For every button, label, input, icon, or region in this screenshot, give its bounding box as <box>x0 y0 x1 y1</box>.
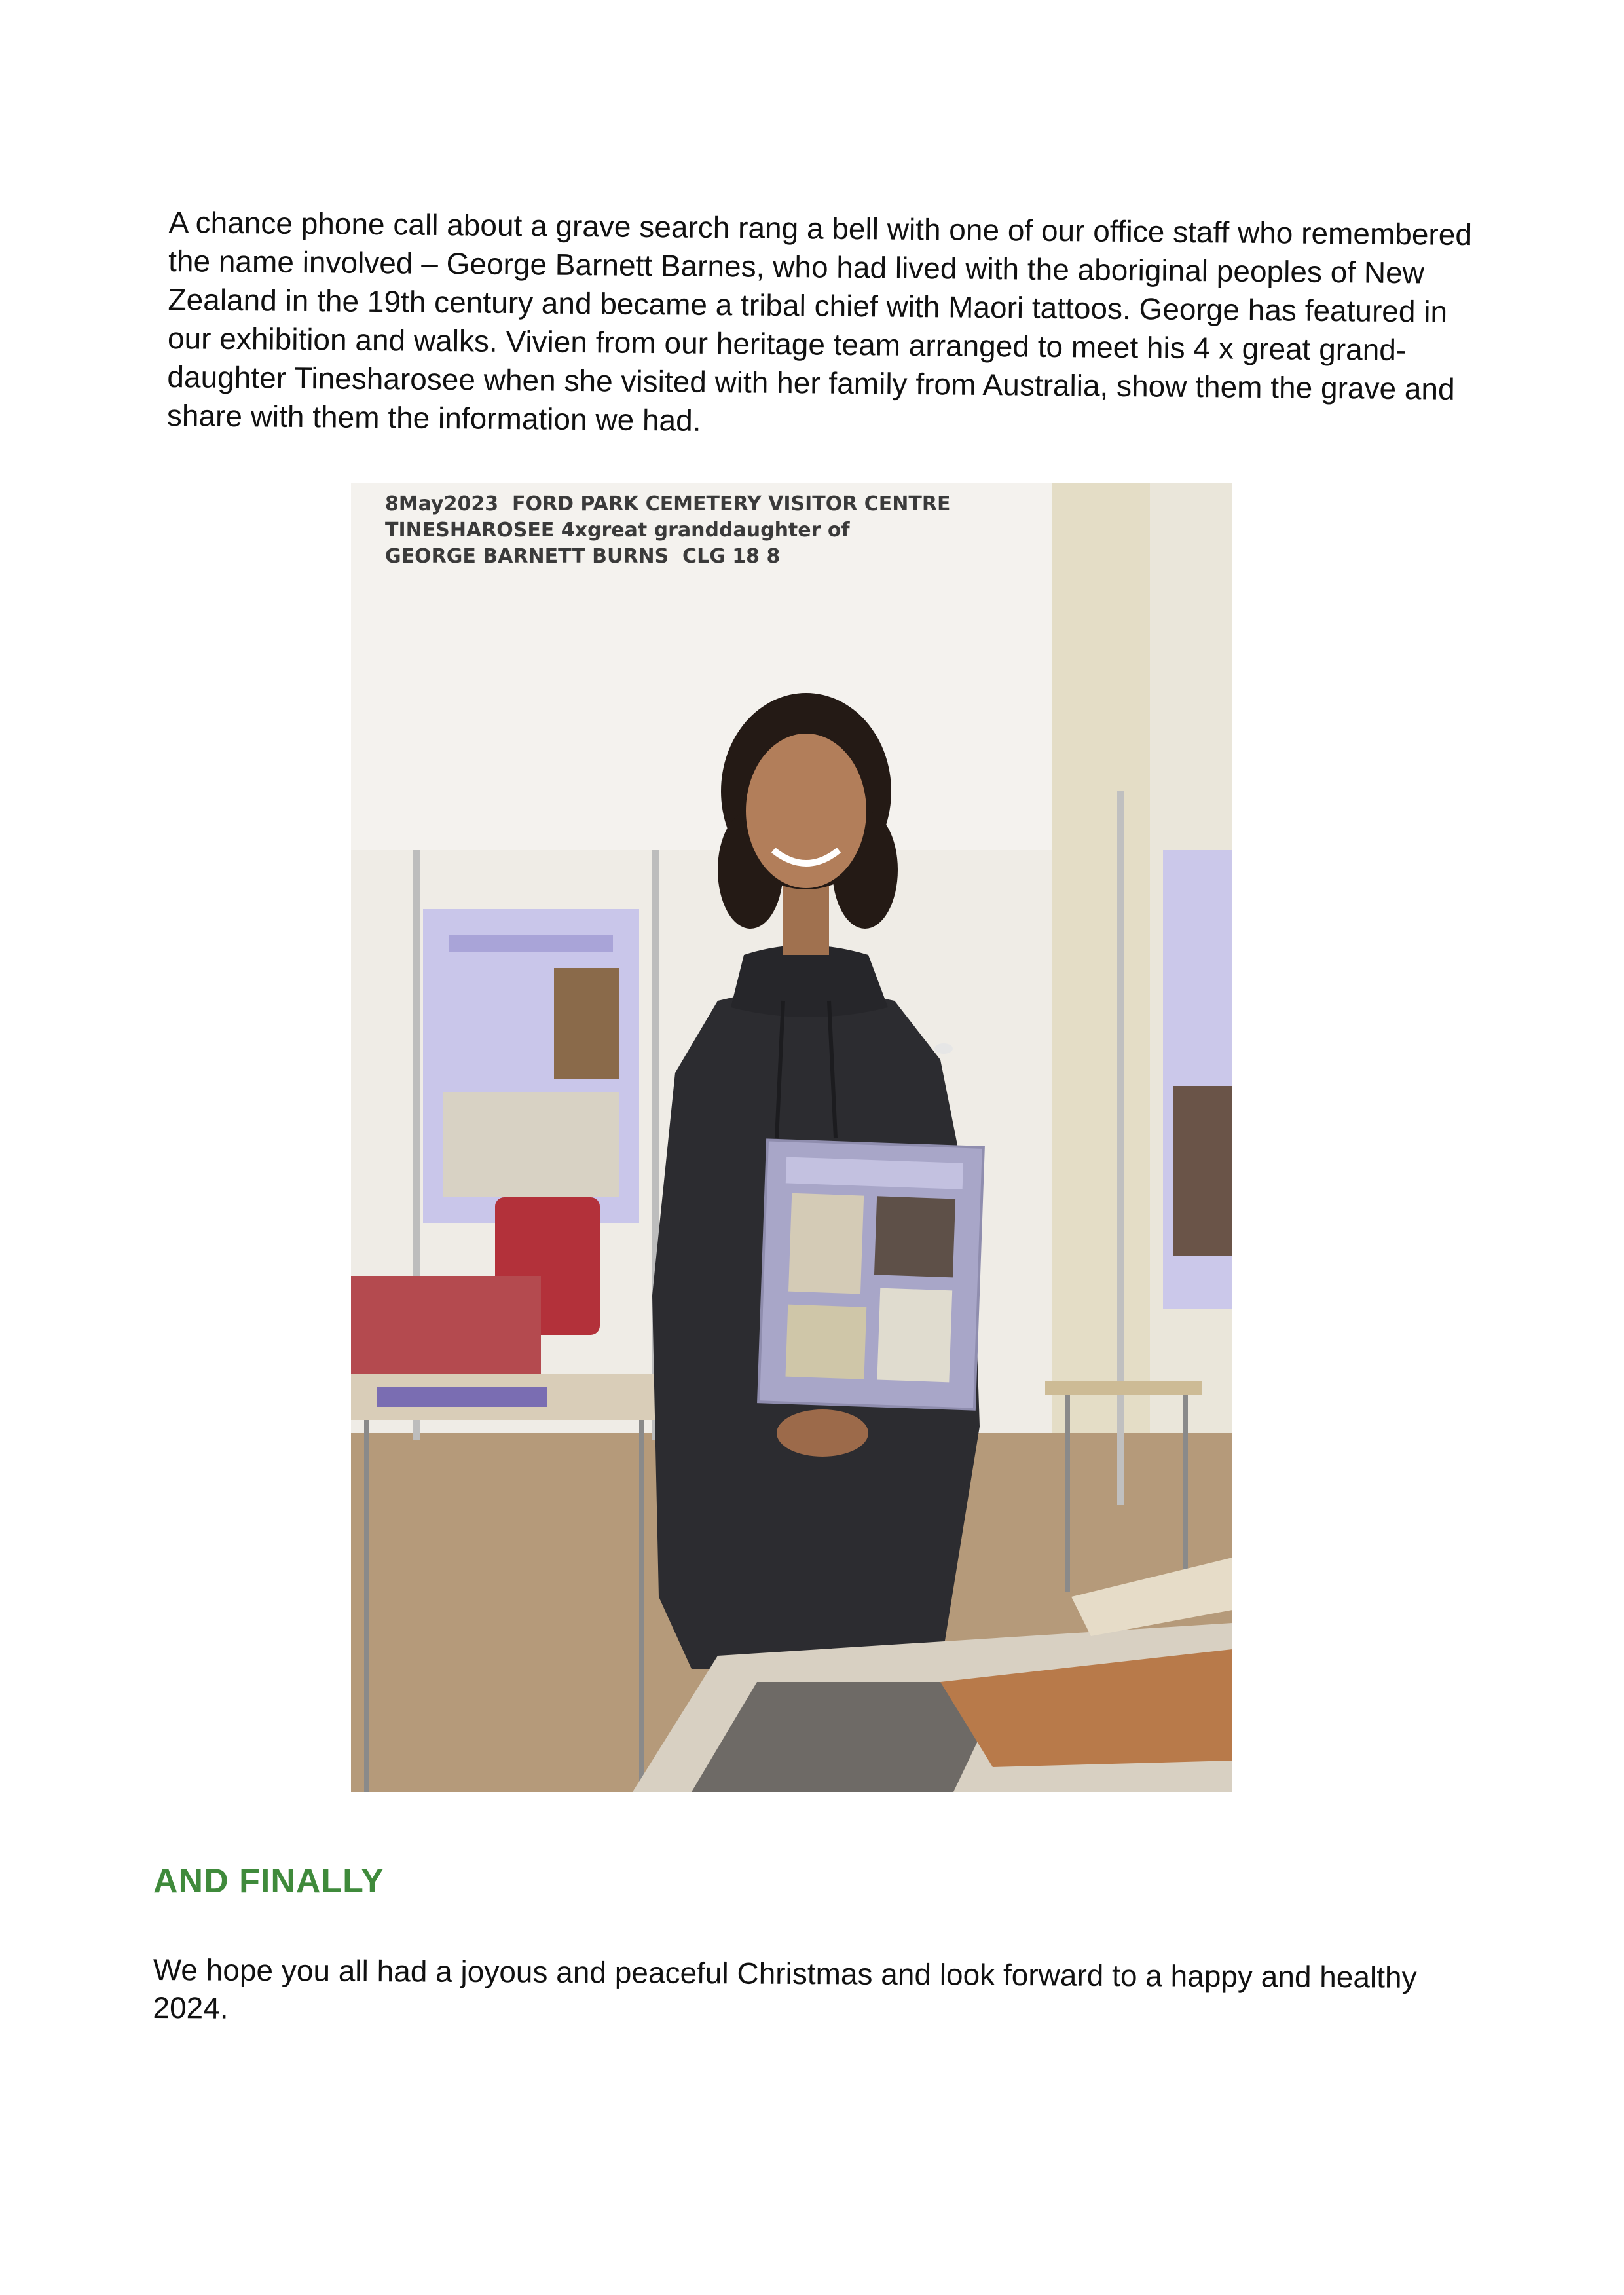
intro-paragraph <box>167 203 1479 447</box>
photo-illustration <box>351 483 1232 1792</box>
photo-visitor-centre <box>351 483 1232 1792</box>
closing-paragraph: We hope you all had a joyous and peaceful Christmas and look forward to a happy and healthy 2024. <box>153 1952 1417 2025</box>
caption-line-1: 8May2023 FORD PARK CEMETERY VISITOR CENTRE <box>385 493 951 515</box>
intro-text: A chance phone call about a grave search rang a bell with one of our office staff who remembered the name involved – George Barnett Barnes, who had lived with the aboriginal peoples of New Zealand in the 19th century and became a tribal chief with Maori tattoos. George has featured in our exhibition and walks. Vivien from our heritage team arranged to meet his 4 x great grand-daughter Tinesharosee when she visited with her family from Australia, show them the grave and share with them the information we had. <box>166 204 1473 438</box>
section-heading: AND FINALLY <box>153 1862 384 1900</box>
caption-line-2: TINESHAROSEE 4xgreat granddaughter of <box>385 519 850 542</box>
photo-caption <box>385 491 950 570</box>
caption-line-3: GEORGE BARNETT BURNS CLG 18 8 <box>385 545 781 568</box>
